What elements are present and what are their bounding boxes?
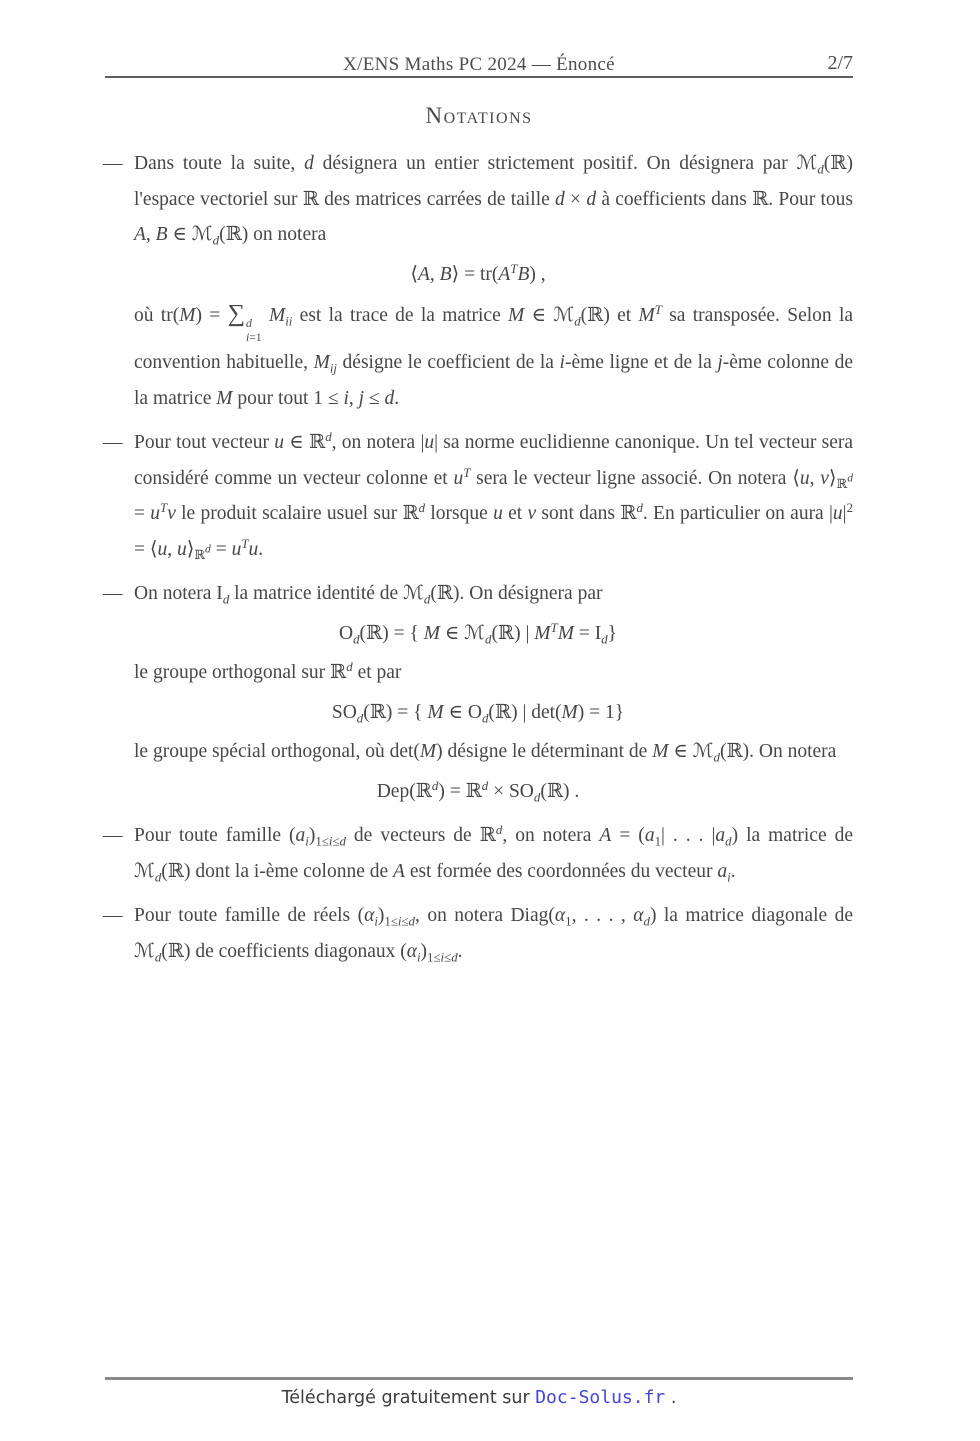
item-paragraph: On notera $I_d$ la matrice identité de ℳ$_d$(ℝ). On désignera par	[134, 583, 603, 607]
item-paragraph: Dans toute la suite, d désignera un entier strictement positif. On désignera par ℳ$_d$(ℝ) l'espace vectoriel sur ℝ des matrices carrées de taille d × d à coefficients dans ℝ. Pour tous A, B ∈ ℳ$_d$(ℝ) on notera	[134, 153, 854, 248]
section-title: Notations	[425, 103, 533, 128]
display-equation: $O_d(ℝ)$ = { M ∈ ℳ$_d$(ℝ) | $M^TM = I_d$}	[338, 620, 618, 647]
item-dash-marker: —	[103, 432, 123, 454]
item-dash-marker: —	[103, 583, 123, 605]
notation-item-3	[103, 576, 853, 809]
item-paragraph: le groupe orthogonal sur ℝ$^d$ et par	[134, 660, 402, 684]
header-rule	[105, 76, 853, 78]
notation-item-2	[103, 425, 853, 567]
doc-solus-link[interactable]: Doc-Solus.fr	[535, 1387, 666, 1408]
header-title: X/ENS Maths PC 2024 — Énoncé	[343, 54, 615, 75]
notation-item-1	[103, 146, 853, 416]
item-paragraph: Pour tout vecteur u ∈ ℝ$^d$, on notera |u| sa norme euclidienne canonique. Un tel vecteur sera considéré comme un vecteur colonne et $u^T$ sera le vecteur ligne associé. On notera ⟨u, $v⟩_{ℝ^d} = u^Tv$ le produit scalaire usuel sur ℝ$^d$ lorsque u et v sont dans ℝ$^d$. En particulier on aura $|u|^2$ = ⟨u, $u⟩_{ℝ^d} = u^Tu$.	[134, 430, 853, 563]
item-dash-marker: —	[103, 905, 123, 927]
notation-item-5	[103, 898, 853, 969]
display-equation: Dep(ℝ$^d$) = ℝ$^d$ × $SO_d(ℝ)$ .	[376, 778, 580, 805]
page-footer	[105, 1387, 853, 1408]
footer-text-prefix: Téléchargé gratuitement sur	[281, 1388, 536, 1408]
display-equation: ⟨A, B⟩ = $tr(A^TB)$ ,	[410, 261, 546, 285]
display-equation: $SO_d(ℝ)$ = { M ∈ $O_d(ℝ)$ | det(M) = 1}	[331, 701, 625, 726]
item-paragraph: Pour toute famille $(a_i)_{1\le i\le d}$ de vecteurs de ℝ$^d$, on notera $A = (a_1|$ . . . $|a_d$) la matrice de ℳ$_d$(ℝ) dont la i-ème colonne de A est formée des coordonnées du vecteur $a_i$.	[134, 823, 853, 885]
notation-item-4	[103, 818, 853, 889]
item-dash-marker: —	[103, 153, 123, 174]
notations-list	[103, 146, 853, 969]
item-paragraph: le groupe spécial orthogonal, où det(M) désigne le déterminant de M ∈ ℳ$_d$(ℝ). On notera	[134, 741, 837, 765]
item-paragraph: où tr(M) = ∑ d i=1 $M_{ii}$ est la trace de la matrice M ∈ ℳ$_d$(ℝ) et $M^T$ sa transposée. Selon la convention habituelle, $M_{ij}$ désigne le coefficient de la i-ème ligne et de la j-ème colonne de la matrice M pour tout 1 ≤ i, j ≤ d.	[134, 300, 854, 409]
item-dash-marker: —	[103, 825, 123, 847]
page-header	[105, 54, 853, 78]
footer-text-suffix: .	[665, 1388, 677, 1408]
page-number: 2/7	[827, 52, 853, 74]
item-paragraph: Pour toute famille de réels $(\alpha_i)_{1\le i\le d}$, on notera $Diag(\alpha_1$, . . . , $\alpha_d$) la matrice diagonale de ℳ$_d$(ℝ) de coefficients diagonaux $(\alpha_i)_{1\le i\le d}$.	[134, 905, 854, 965]
footer-rule	[105, 1377, 853, 1380]
